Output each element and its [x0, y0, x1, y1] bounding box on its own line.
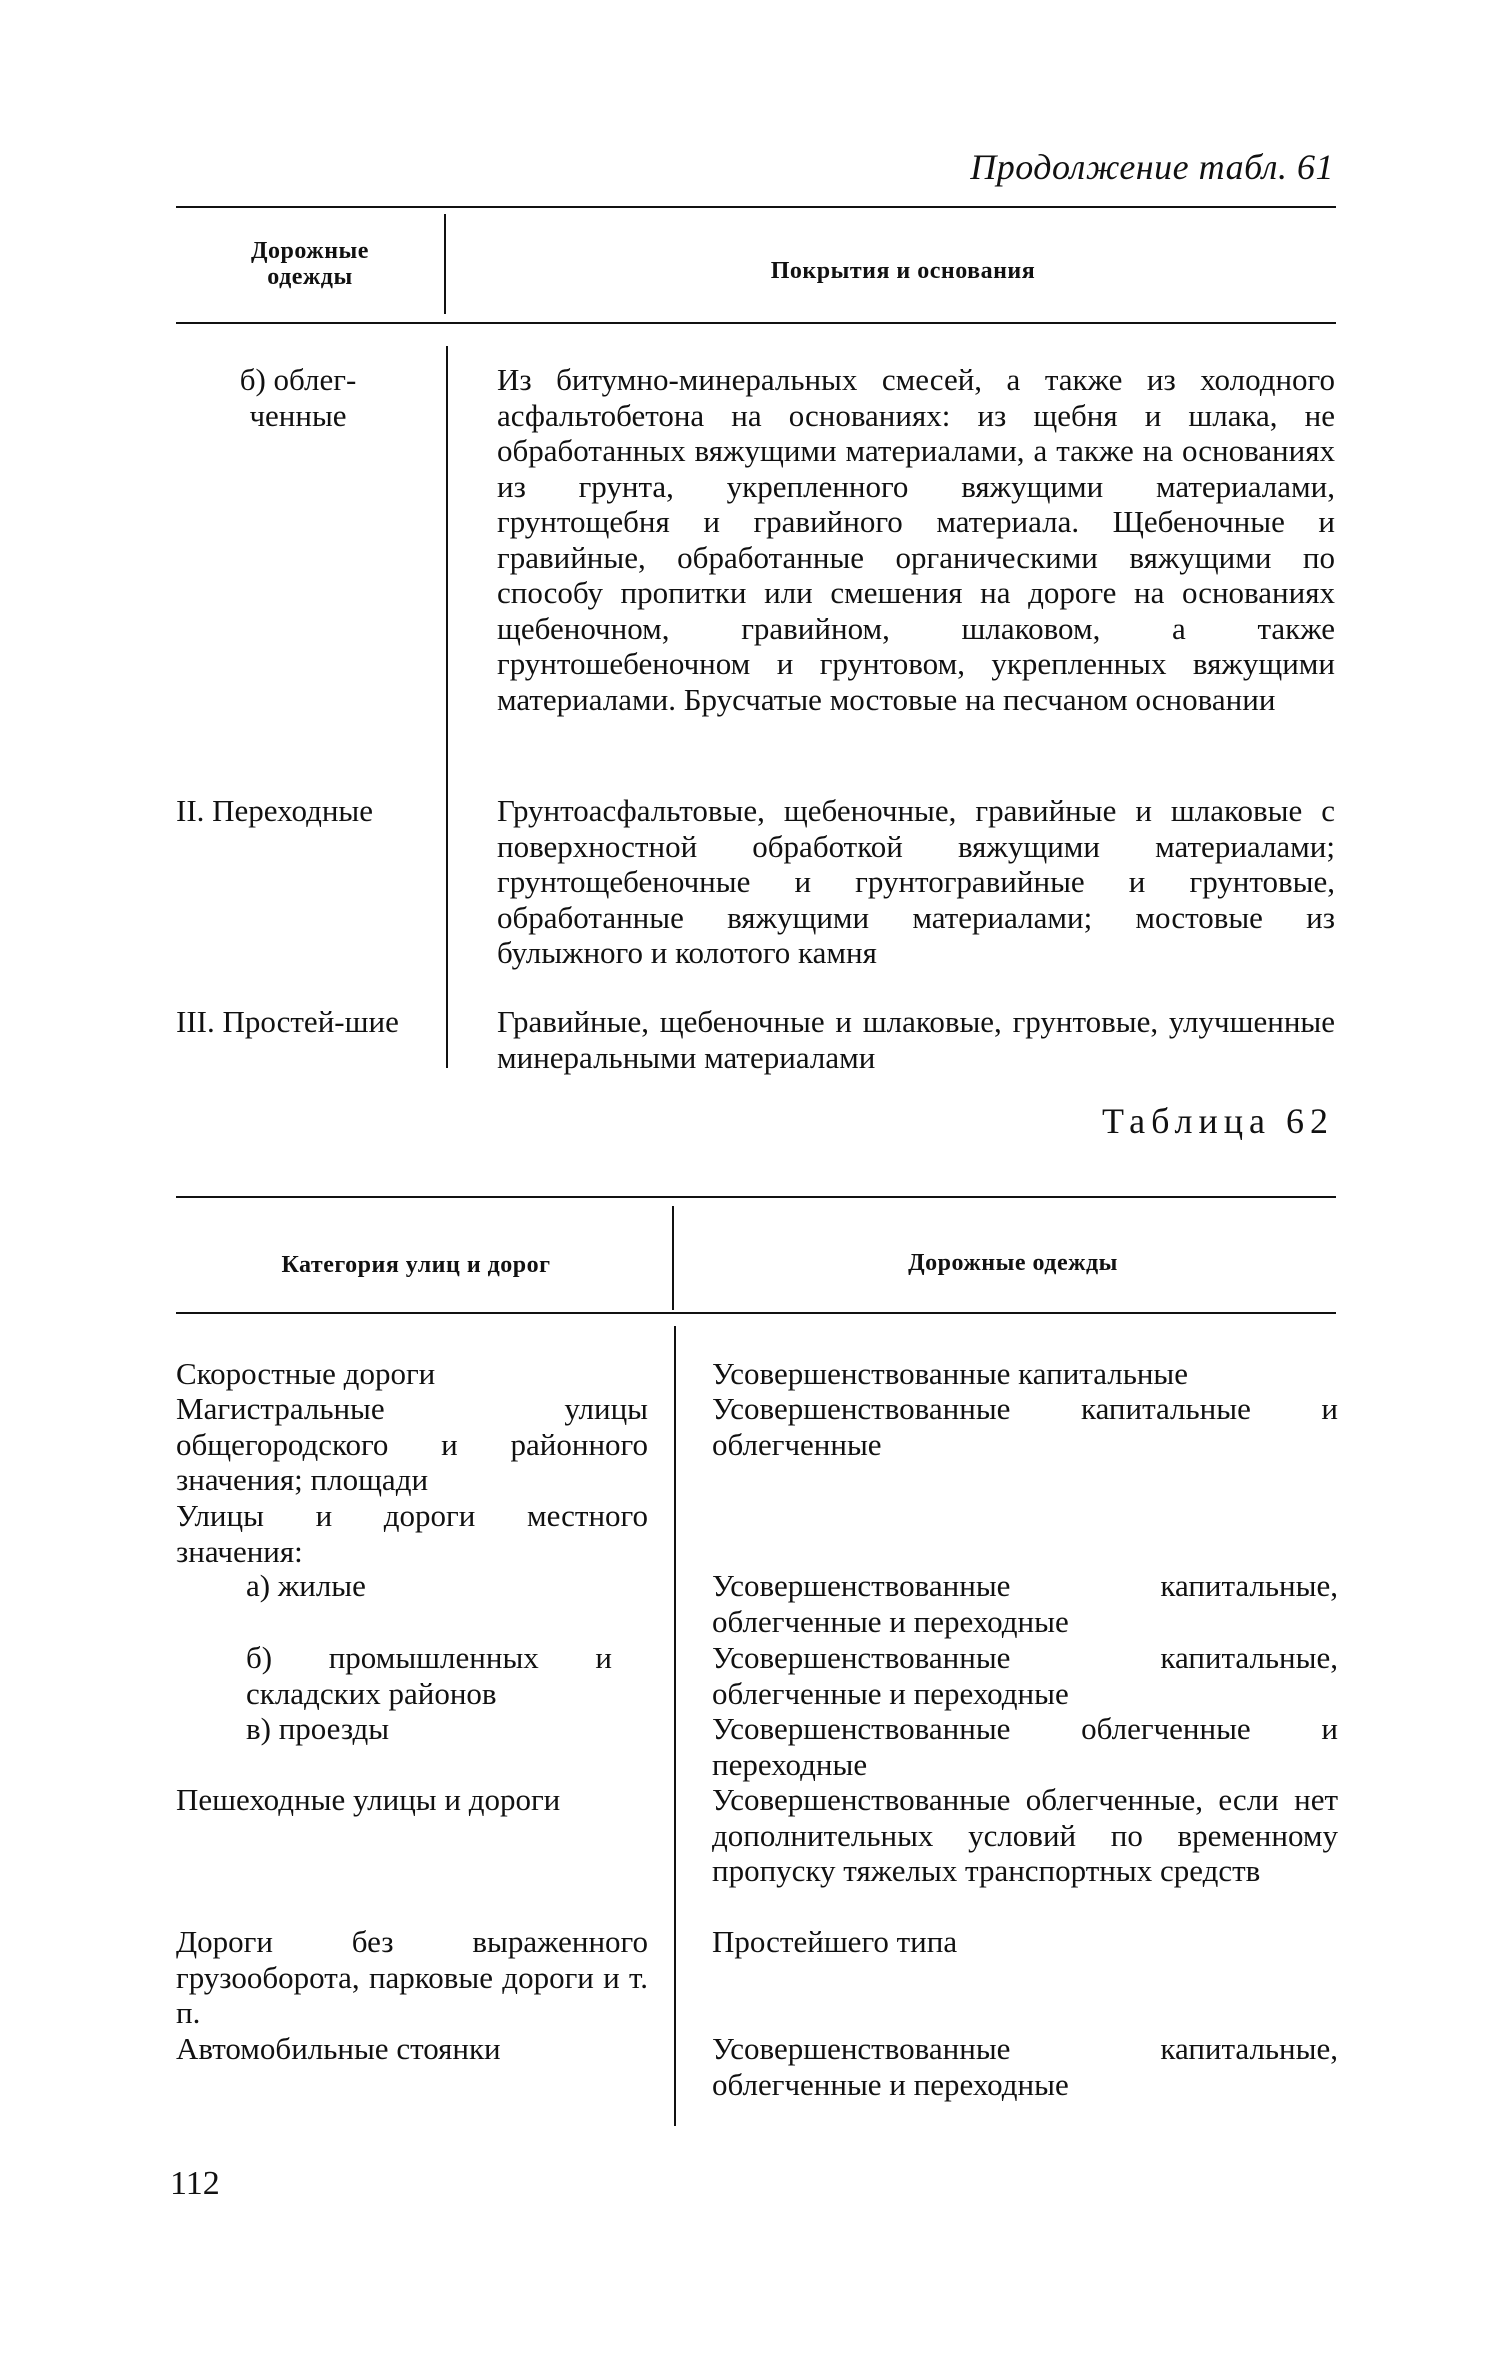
- table-61-header-surfaces: Покрытия и основания: [770, 258, 1036, 284]
- table-62-header-category: Категория улиц и дорог: [281, 1252, 551, 1278]
- table-62-row-pavement: Усовершенствованные капитальные, облегченные и переходные: [712, 1640, 1338, 1711]
- table-61-row-type: III. Простей-шие: [176, 1004, 399, 1039]
- page-number: 112: [170, 2165, 220, 2202]
- table-61-row-text: Гравийные, щебеночные и шлаковые, грунтовые, улучшенные минеральными материалами: [497, 1004, 1335, 1075]
- table-62-row-pavement: Усовершенствованные капитальные, облегченные и переходные: [712, 1568, 1338, 1639]
- table-62-row-pavement: Усовершенствованные облегченные и переходные: [712, 1711, 1338, 1782]
- table-62-row-category: б) промышленных и складских районов: [246, 1640, 612, 1711]
- table-61-header-rule: [176, 322, 1336, 324]
- table-62-header-rule: [176, 1312, 1336, 1314]
- table-61-header-divider: [444, 214, 446, 314]
- table-62-row-category: Автомобильные стоянки: [176, 2031, 501, 2066]
- table-61-row-text: Из битумно-минеральных смесей, а также из холодного асфальтобетона на основаниях: из щебня и шлака, не обработанных вяжущими материалами, а также на основаниях из грунта, укрепленного вяжущими материалами, грунтощебня и гравийного материала. Щебеночные и гравийные, обработанные органическими вяжущими по способу пропитки или смешения на дороге на основаниях щебеночном, гравийном, шлаковом, а также грунтошебеночном и грунтовом, укрепленных вяжущими материалами. Брусчатые мостовые на песчаном основании: [497, 362, 1335, 717]
- table-62-row-category: Пешеходные улицы и дороги: [176, 1782, 561, 1817]
- table-61-row-text: Грунтоасфальтовые, щебеночные, гравийные и шлаковые с поверхностной обработкой вяжущими материалами; грунтощебеночные и грунтогравийные и грунтовые, обработанные вяжущими материалами; мостовые из булыжного и колотого камня: [497, 793, 1335, 970]
- table-61-row-type: б) облег-ченные: [239, 362, 357, 433]
- table-62-row-category: в) проезды: [246, 1711, 390, 1746]
- table-62-header-divider: [672, 1206, 674, 1310]
- table-62-header-pavement: Дорожные одежды: [908, 1250, 1118, 1276]
- table-61-header-pavement: Дорожные одежды: [251, 238, 369, 290]
- table-62-row-category: Улицы и дороги местного значения:: [176, 1498, 648, 1569]
- table-61-top-rule: [176, 206, 1336, 208]
- table-62-row-category: а) жилые: [246, 1568, 366, 1603]
- continuation-label: Продолжение табл. 61: [970, 147, 1334, 187]
- table-62-row-pavement: Усовершенствованные облегченные, если нет дополнительных условий по временному пропуску тяжелых транспортных средств: [712, 1782, 1338, 1888]
- table-62-row-category: Дороги без выраженного грузооборота, парковые дороги и т. п.: [176, 1924, 648, 2030]
- table-61-body-divider: [446, 346, 448, 1068]
- table-62-title: Таблица 62: [1102, 1101, 1334, 1141]
- table-62-row-category: Магистральные улицы общегородского и районного значения; площади: [176, 1391, 648, 1497]
- table-62-top-rule: [176, 1196, 1336, 1198]
- table-61-row-type: II. Переходные: [176, 793, 374, 828]
- table-62-row-category: Скоростные дороги: [176, 1356, 436, 1391]
- table-62-row-pavement: Усовершенствованные капитальные: [712, 1356, 1189, 1391]
- table-62-row-pavement: Усовершенствованные капитальные, облегченные и переходные: [712, 2031, 1338, 2102]
- table-62-row-pavement: Усовершенствованные капитальные и облегченные: [712, 1391, 1338, 1462]
- table-62-row-pavement: Простейшего типа: [712, 1924, 958, 1959]
- table-62-body-divider: [674, 1326, 676, 2126]
